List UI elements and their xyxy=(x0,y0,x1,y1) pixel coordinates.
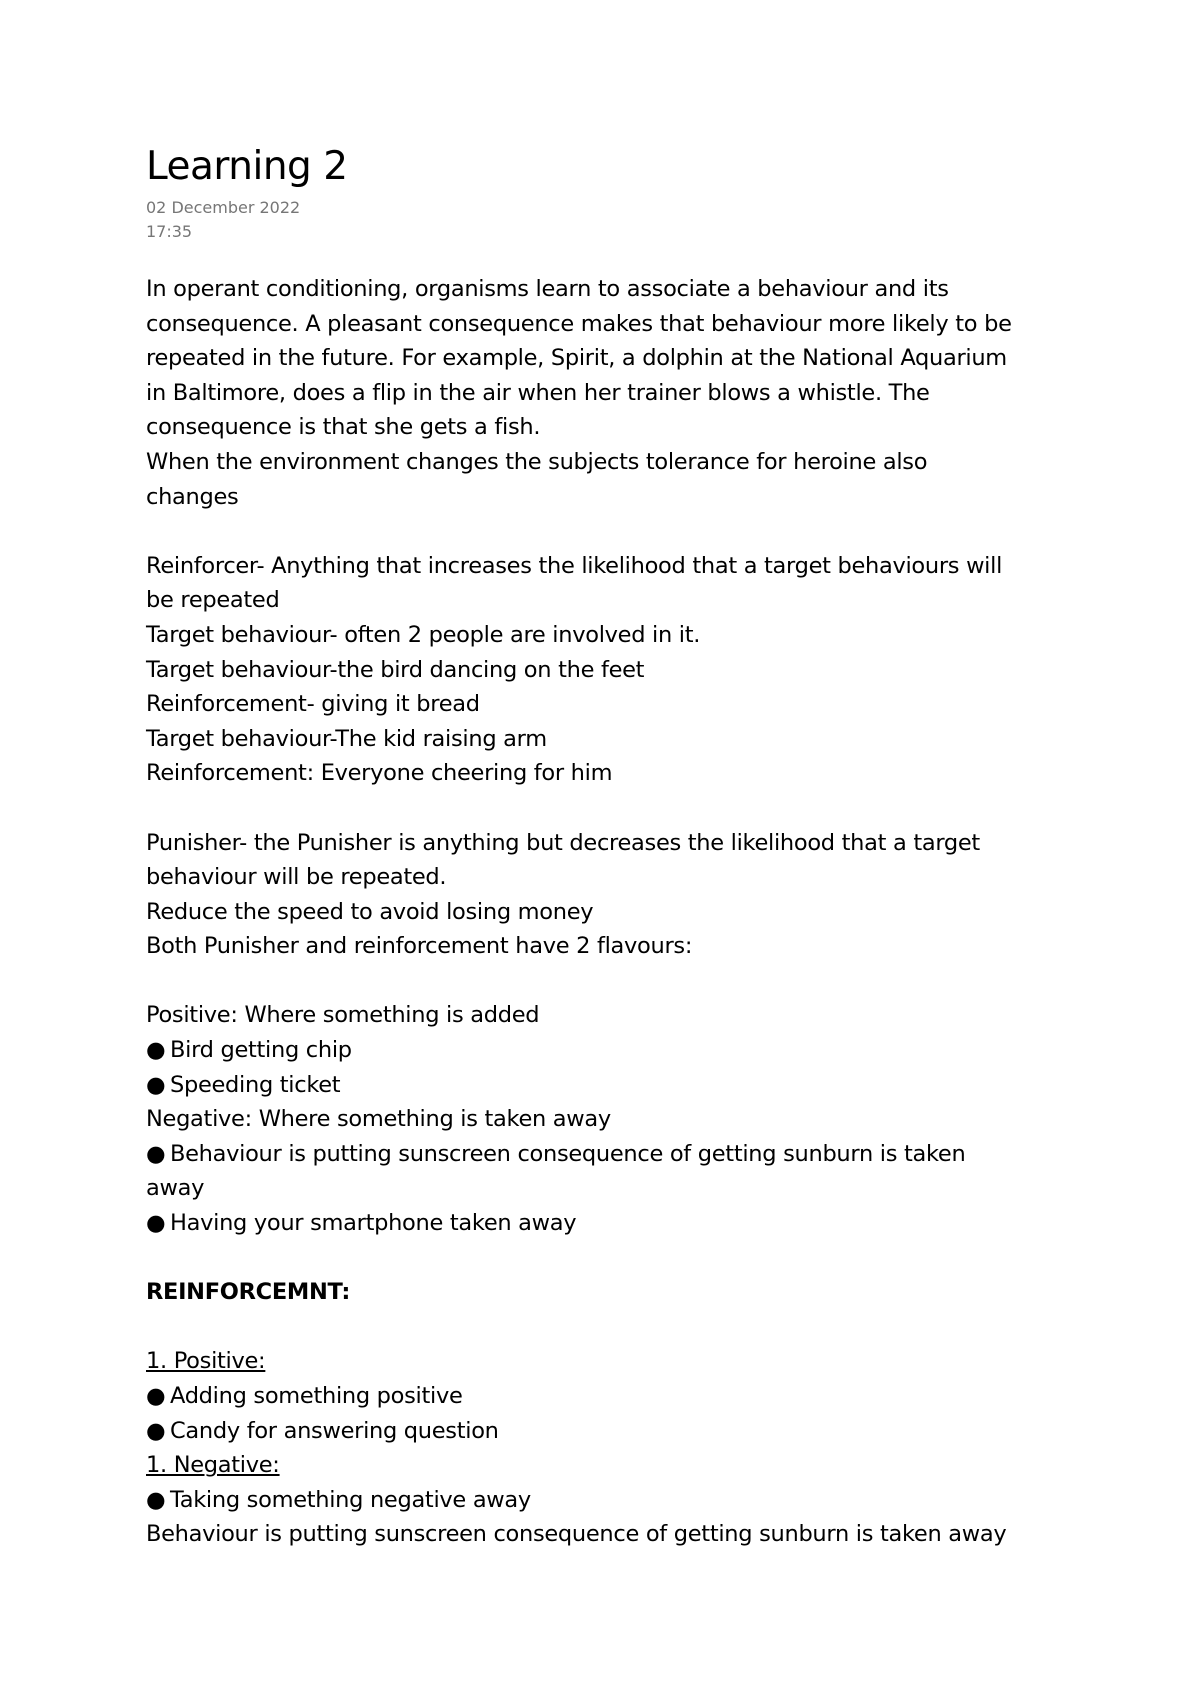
list-item-text: Behaviour is putting sunscreen consequence of getting sunburn is taken xyxy=(170,1140,966,1167)
blank-line xyxy=(146,964,1086,999)
list-item xyxy=(146,1379,1086,1414)
list-item xyxy=(146,1068,1086,1103)
bullet-icon: ● xyxy=(146,1210,166,1237)
text-line: Target behaviour-The kid raising arm xyxy=(146,725,547,752)
page-title: Learning 2 xyxy=(146,144,348,189)
section-heading: REINFORCEMNT: xyxy=(146,1279,351,1306)
list-item xyxy=(146,1414,1086,1449)
text-line: Target behaviour- often 2 people are involved in it. xyxy=(146,621,701,648)
text-line: behaviour will be repeated. xyxy=(146,864,447,891)
note-page xyxy=(146,142,1086,1552)
bullet-icon: ● xyxy=(146,1140,166,1167)
list-item-text: Candy for answering question xyxy=(170,1417,499,1444)
text-line: be repeated xyxy=(146,587,280,614)
text-line: consequence. A pleasant consequence makes that behaviour more likely to be xyxy=(146,310,1012,337)
text-line: consequence is that she gets a fish. xyxy=(146,414,541,441)
text-line: Both Punisher and reinforcement have 2 flavours: xyxy=(146,933,693,960)
text-line: Punisher- the Punisher is anything but decreases the likelihood that a target xyxy=(146,829,980,856)
list-item-text: Adding something positive xyxy=(170,1383,463,1409)
list-item xyxy=(146,1206,1086,1241)
list-item-text: Taking something negative away xyxy=(170,1486,531,1513)
list-item xyxy=(146,1483,1086,1518)
bullet-icon: ● xyxy=(146,1417,166,1444)
list-item xyxy=(146,1137,1086,1172)
text-line: Reinforcer- Anything that increases the likelihood that a target behaviours will xyxy=(146,552,1003,579)
bullet-icon: ● xyxy=(146,1037,166,1064)
list-item-text: Having your smartphone taken away xyxy=(170,1210,577,1237)
text-line: changes xyxy=(146,483,239,510)
text-line: Reinforcement: Everyone cheering for him xyxy=(146,760,613,787)
list-item-text: Speeding ticket xyxy=(170,1071,341,1098)
text-line: Positive: Where something is added xyxy=(146,1002,540,1029)
positive-label: 1. Positive: xyxy=(146,1348,266,1375)
list-label xyxy=(146,1448,1086,1483)
text-line: Behaviour is putting sunscreen consequence of getting sunburn is taken away xyxy=(146,1521,1007,1548)
text-line: When the environment changes the subjects tolerance for heroine also xyxy=(146,448,928,475)
text-line: in Baltimore, does a flip in the air when her trainer blows a whistle. The xyxy=(146,379,930,406)
text-line: Reduce the speed to avoid losing money xyxy=(146,898,594,925)
blank-line xyxy=(146,1241,1086,1276)
note-time: 17:35 xyxy=(146,222,193,241)
bullet-icon: ● xyxy=(146,1383,166,1409)
text-line: Target behaviour-the bird dancing on the feet xyxy=(146,656,645,683)
list-label xyxy=(146,1344,1086,1379)
text-line: In operant conditioning, organisms learn to associate a behaviour and its xyxy=(146,276,949,302)
list-item-text: Bird getting chip xyxy=(170,1037,352,1064)
list-item xyxy=(146,1033,1086,1068)
bullet-icon: ● xyxy=(146,1486,166,1513)
text-line: Negative: Where something is taken away xyxy=(146,1106,611,1133)
blank-line xyxy=(146,514,1086,549)
negative-label: 1. Negative: xyxy=(146,1452,280,1479)
text-line: away xyxy=(146,1175,205,1202)
text-line: Reinforcement- giving it bread xyxy=(146,691,480,718)
note-date: 02 December 2022 xyxy=(146,198,301,217)
bullet-icon: ● xyxy=(146,1071,166,1098)
text-line: repeated in the future. For example, Spirit, a dolphin at the National Aquarium xyxy=(146,345,1007,372)
blank-line xyxy=(146,791,1086,826)
note-body xyxy=(146,272,1086,1552)
blank-line xyxy=(146,1310,1086,1345)
